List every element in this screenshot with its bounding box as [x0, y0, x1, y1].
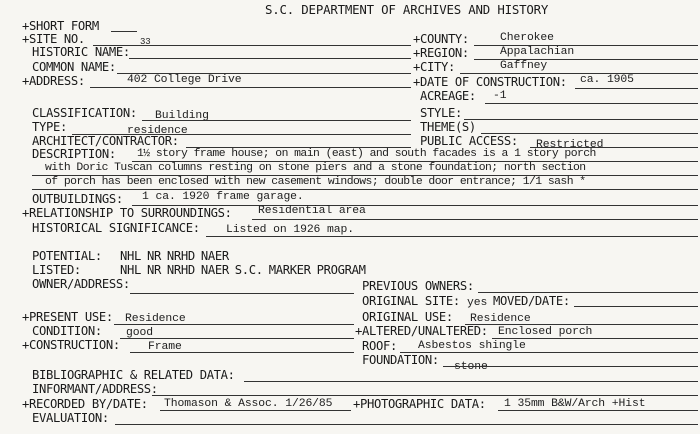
foundation-label: FOUNDATION: [362, 353, 439, 367]
type-label: TYPE: [32, 120, 67, 134]
altered-line [492, 338, 698, 339]
listed-options: NHL NR NRHD NAER S.C. MARKER PROGRAM [120, 263, 366, 277]
page-title: S.C. DEPARTMENT OF ARCHIVES AND HISTORY [265, 2, 549, 17]
previous-owners-label: PREVIOUS OWNERS: [362, 279, 474, 293]
roof-value: Asbestos shingle [418, 340, 526, 352]
present-use-value: Residence [125, 313, 186, 325]
acreage-label: ACREAGE: [420, 89, 476, 103]
present-use-label: +PRESENT USE: [22, 310, 113, 324]
classification-label: CLASSIFICATION: [32, 106, 137, 120]
date-line [575, 88, 698, 89]
acreage-line [485, 103, 698, 104]
owner-label: OWNER/ADDRESS: [32, 277, 130, 291]
address-value: 402 College Drive [127, 74, 242, 86]
original-site-label: ORIGINAL SITE: [362, 294, 460, 308]
moved-line [574, 306, 698, 307]
altered-label: +ALTERED/UNALTERED: [355, 324, 488, 338]
construction-line [130, 352, 354, 353]
relationship-line [252, 219, 698, 220]
description-line-3: of porch has been enclosed with new casement windows; double door entrance; 1/1 sash * [45, 176, 586, 188]
city-value: Gaffney [500, 60, 548, 72]
classification-line [142, 120, 411, 121]
potential-label: POTENTIAL: [32, 249, 102, 263]
listed-label: LISTED: [32, 263, 81, 277]
recorded-value: Thomason & Assoc. 1/26/85 [164, 398, 333, 410]
original-use-label: ORIGINAL USE: [362, 310, 453, 324]
address-label: +ADDRESS: [22, 74, 85, 88]
photographic-label: +PHOTOGRAPHIC DATA: [353, 397, 486, 411]
historic-name-label: HISTORIC NAME: [32, 45, 130, 59]
significance-line [206, 236, 698, 237]
short-form-label: +SHORT FORM [22, 19, 99, 33]
outbuildings-label: OUTBUILDINGS: [32, 192, 123, 206]
owner-line [130, 293, 354, 294]
condition-line [120, 338, 354, 339]
construction-value: Frame [148, 341, 182, 353]
city-line [460, 73, 698, 74]
description-line-2: with Doric Tuscan columns resting on stone piers and a stone foundation; north section [45, 162, 586, 174]
construction-label: +CONSTRUCTION: [22, 338, 120, 352]
evaluation-label: EVALUATION: [32, 411, 109, 425]
original-site-value: yes [467, 297, 488, 309]
common-name-label: COMMON NAME: [32, 60, 116, 74]
significance-value: Listed on 1926 map. [226, 224, 354, 236]
present-use-line [114, 324, 354, 325]
bibliographic-line [244, 381, 698, 382]
foundation-line [443, 366, 698, 367]
county-value: Cherokee [500, 32, 554, 44]
roof-label: ROOF: [362, 339, 397, 353]
region-label: +REGION: [413, 46, 469, 60]
bibliographic-label: BIBLIOGRAPHIC & RELATED DATA: [32, 368, 235, 382]
condition-value: good [126, 327, 153, 339]
address-line [90, 87, 411, 88]
altered-value: Enclosed porch [498, 326, 593, 338]
architect-label: ARCHITECT/CONTRACTOR: [32, 134, 179, 148]
public-access-value: Restricted [536, 139, 604, 151]
county-label: +COUNTY: [413, 32, 469, 46]
description-line-1: 1½ story frame house; on main (east) and south facades is a 1 story porch [137, 148, 596, 160]
date-label: +DATE OF CONSTRUCTION: [413, 75, 567, 89]
roof-line [400, 352, 698, 353]
recorded-line [160, 410, 351, 411]
foundation-value: stone [454, 361, 488, 373]
previous-owners-line [478, 292, 698, 293]
informant-label: INFORMANT/ADDRESS: [32, 382, 158, 396]
potential-options: NHL NR NRHD NAER [120, 249, 229, 263]
style-label: STYLE: [420, 106, 462, 120]
outbuildings-value: 1 ca. 1920 frame garage. [142, 191, 304, 203]
original-use-line [465, 324, 698, 325]
condition-label: CONDITION: [32, 324, 102, 338]
site-no-value: 33 [140, 37, 151, 47]
date-value: ca. 1905 [580, 74, 634, 86]
recorded-label: +RECORDED BY/DATE: [22, 397, 148, 411]
significance-label: HISTORICAL SIGNIFICANCE: [32, 221, 200, 235]
relationship-value: Residential area [258, 205, 366, 217]
city-label: +CITY: [413, 60, 455, 74]
moved-label: MOVED/DATE: [493, 294, 570, 308]
type-value: residence [127, 125, 188, 137]
photographic-line [498, 410, 698, 411]
informant-line [152, 395, 698, 396]
style-line [464, 119, 698, 120]
site-no-label: +SITE NO. [22, 32, 85, 46]
description-label: DESCRIPTION: [32, 147, 116, 161]
acreage-value: -1 [493, 90, 507, 102]
classification-value: Building [155, 110, 209, 122]
relationship-label: +RELATIONSHIP TO SURROUNDINGS: [22, 206, 232, 220]
photographic-value: 1 35mm B&W/Arch +Hist [504, 398, 646, 410]
public-access-label: PUBLIC ACCESS: [420, 134, 518, 148]
site-no-line [93, 45, 411, 46]
description-rule-3 [32, 189, 698, 190]
short-form-line [111, 31, 137, 32]
original-use-value: Residence [470, 313, 531, 325]
themes-label: THEME(S) [420, 120, 476, 134]
region-value: Appalachian [500, 46, 575, 58]
evaluation-line [115, 424, 698, 425]
historic-name-line [129, 58, 411, 59]
